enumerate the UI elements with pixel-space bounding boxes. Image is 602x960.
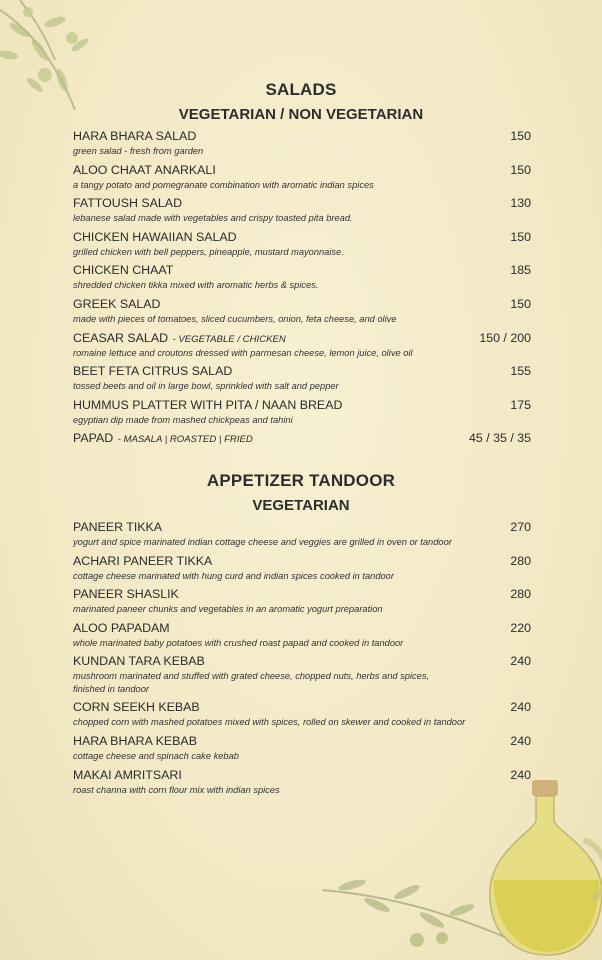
menu-item-description: green salad - fresh from garden — [73, 146, 204, 156]
menu-item-row — [73, 161, 531, 179]
menu-item-row — [73, 362, 531, 380]
menu-item-price: 150 — [510, 296, 531, 311]
menu-item-row — [73, 194, 531, 212]
menu-item-variant: - VEGETABLE / CHICKEN — [172, 333, 286, 345]
menu-item-name: MAKAI AMRITSARI — [73, 767, 182, 782]
menu-item-title — [73, 652, 205, 670]
section-subtitle-salads: VEGETARIAN / NON VEGETARIAN — [178, 106, 424, 123]
menu-item — [73, 329, 531, 363]
menu-item-name: ACHARI PANEER TIKKA — [73, 553, 213, 568]
menu-item-row — [73, 698, 531, 716]
menu-item-title — [73, 362, 232, 380]
menu-item — [73, 698, 531, 732]
menu-item-row — [73, 429, 531, 447]
menu-item-row — [73, 329, 531, 347]
menu-item-description: roast channa with corn flour mix with indian spices — [73, 784, 280, 795]
menu-item-name: PANEER SHASLIK — [73, 587, 179, 602]
menu-item-name: CHICKEN HAWAIIAN SALAD — [73, 229, 237, 244]
menu-item-description: whole marinated baby potatoes with crushed roast papad and cooked in tandoor — [73, 637, 404, 648]
menu-item — [73, 127, 531, 161]
menu-item-title — [73, 766, 182, 784]
menu-item-price: 150 — [510, 129, 531, 143]
menu-item-description: marinated paneer chunks and vegetables in an aromatic yogurt preparation — [73, 604, 383, 615]
menu-item-description: lebanese salad made with vegetables and crispy toasted pita bread. — [73, 213, 353, 224]
menu-item-title — [73, 429, 253, 447]
menu-item-row — [73, 619, 531, 637]
menu-item — [73, 295, 531, 329]
menu-item-description: chopped corn with mashed potatoes mixed with spices, rolled on skewer and cooked in tandoor — [73, 717, 466, 728]
menu-item-description: egyptian dip made from mashed chickpeas and tahini — [73, 414, 293, 425]
menu-item-price: 280 — [510, 587, 531, 602]
menu-item-description: yogurt and spice marinated indian cottage cheese and veggies are grilled in oven or tandoor — [73, 537, 452, 547]
menu-item — [73, 261, 531, 295]
menu-item — [73, 429, 531, 463]
appetizer-tandoor-menu-list — [73, 518, 531, 799]
menu-item-title — [73, 295, 160, 313]
menu-item-name: HUMMUS PLATTER WITH PITA / NAAN BREAD — [73, 397, 343, 412]
menu-item — [73, 619, 531, 653]
menu-item-row — [73, 585, 531, 603]
menu-item-title — [73, 161, 216, 179]
menu-item-title — [73, 396, 342, 414]
menu-item-price: 175 — [510, 397, 531, 412]
menu-item-name: ALOO PAPADAM — [73, 620, 170, 635]
menu-item-row — [73, 127, 531, 145]
menu-item-price: 150 — [510, 229, 531, 244]
menu-item-row — [73, 261, 531, 279]
menu-item-title — [73, 518, 162, 536]
menu-item-row — [73, 732, 531, 750]
menu-item-name: CEASAR SALAD — [73, 330, 169, 345]
menu-item-price: 270 — [510, 520, 531, 534]
menu-item-name: PANEER TIKKA — [73, 520, 163, 534]
menu-item-description: a tangy potato and pomegranate combination with aromatic indian spices — [73, 179, 374, 190]
menu-item-row — [73, 766, 531, 784]
menu-item — [73, 228, 531, 262]
menu-item-row — [73, 652, 531, 670]
menu-item-price: 155 — [510, 364, 531, 379]
section-title-appetizer-tandoor: APPETIZER TANDOOR — [206, 471, 396, 490]
menu-item-name: CHICKEN CHAAT — [73, 263, 174, 278]
menu-item — [73, 552, 531, 586]
menu-item-price: 150 / 200 — [479, 330, 531, 345]
menu-item-name: ALOO CHAAT ANARKALI — [73, 162, 216, 177]
menu-item — [73, 194, 531, 228]
menu-item-price: 240 — [510, 654, 531, 669]
menu-item-title — [73, 194, 182, 212]
menu-item-description: grilled chicken with bell peppers, pineapple, mustard mayonnaise. — [73, 246, 344, 257]
salads-menu-list — [73, 127, 531, 463]
menu-item-description: tossed beets and oil in large bowl, sprinkled with salt and pepper — [73, 381, 339, 392]
menu-item-price: 150 — [510, 162, 531, 177]
menu-item-variant: - MASALA | ROASTED | FRIED — [117, 434, 253, 446]
menu-item — [73, 161, 531, 195]
menu-item-title — [73, 585, 179, 603]
menu-item-description: cottage cheese marinated with hung curd and indian spices cooked in tandoor — [73, 570, 394, 581]
menu-item-name: HARA BHARA KEBAB — [73, 733, 197, 748]
menu-item-name: PAPAD — [73, 431, 114, 446]
section-title-salads: SALADS — [265, 80, 337, 99]
menu-item-name: HARA BHARA SALAD — [73, 129, 197, 143]
menu-item-title — [73, 619, 170, 637]
menu-item-description-continued: finished in tandoor — [73, 684, 149, 695]
menu-item — [73, 518, 531, 552]
menu-item-description: romaine lettuce and croutons dressed with parmesan cheese, lemon juice, olive oil — [73, 347, 413, 358]
menu-item-description: made with pieces of tomatoes, sliced cucumbers, onion, feta cheese, and olive — [73, 313, 397, 324]
menu-item-title — [73, 228, 237, 246]
menu-item — [73, 766, 531, 800]
menu-item-name: KUNDAN TARA KEBAB — [73, 654, 205, 669]
section-subtitle-vegetarian: VEGETARIAN — [252, 497, 350, 514]
menu-item-row — [73, 295, 531, 313]
menu-item — [73, 652, 531, 698]
menu-item-description: shredded chicken tikka mixed with aromatic herbs & spices. — [73, 280, 319, 291]
menu-item-row — [73, 518, 531, 536]
menu-item-row — [73, 552, 531, 570]
menu-item-title — [73, 698, 200, 716]
menu-item-description: mushroom marinated and stuffed with grated cheese, chopped nuts, herbs and spices, — [73, 671, 430, 682]
menu-item-name: CORN SEEKH KEBAB — [73, 700, 200, 715]
menu-item-price: 240 — [510, 733, 531, 748]
menu-item-row — [73, 396, 531, 414]
menu-item-title — [73, 552, 212, 570]
menu-item-price: 280 — [510, 553, 531, 568]
menu-item-price: 130 — [510, 196, 531, 211]
menu-item-name: BEET FETA CITRUS SALAD — [73, 364, 233, 379]
menu-item-name: FATTOUSH SALAD — [73, 196, 183, 211]
menu-item-price: 45 / 35 / 35 — [468, 431, 531, 446]
menu-item-price: 185 — [510, 263, 531, 278]
menu-item-title — [73, 261, 173, 279]
menu-item-title — [73, 127, 196, 145]
menu-item — [73, 362, 531, 396]
menu-item — [73, 732, 531, 766]
menu-item-price: 240 — [510, 700, 531, 715]
menu-item-description: cottage cheese and spinach cake kebab — [73, 750, 239, 761]
menu-item-price: 240 — [510, 767, 531, 782]
menu-item-name: GREEK SALAD — [73, 296, 161, 311]
menu-item — [73, 396, 531, 430]
menu-item-row — [73, 228, 531, 246]
menu-item-title — [73, 329, 286, 347]
menu-item-title — [73, 732, 197, 750]
menu-item — [73, 585, 531, 619]
menu-item-price: 220 — [510, 620, 531, 635]
